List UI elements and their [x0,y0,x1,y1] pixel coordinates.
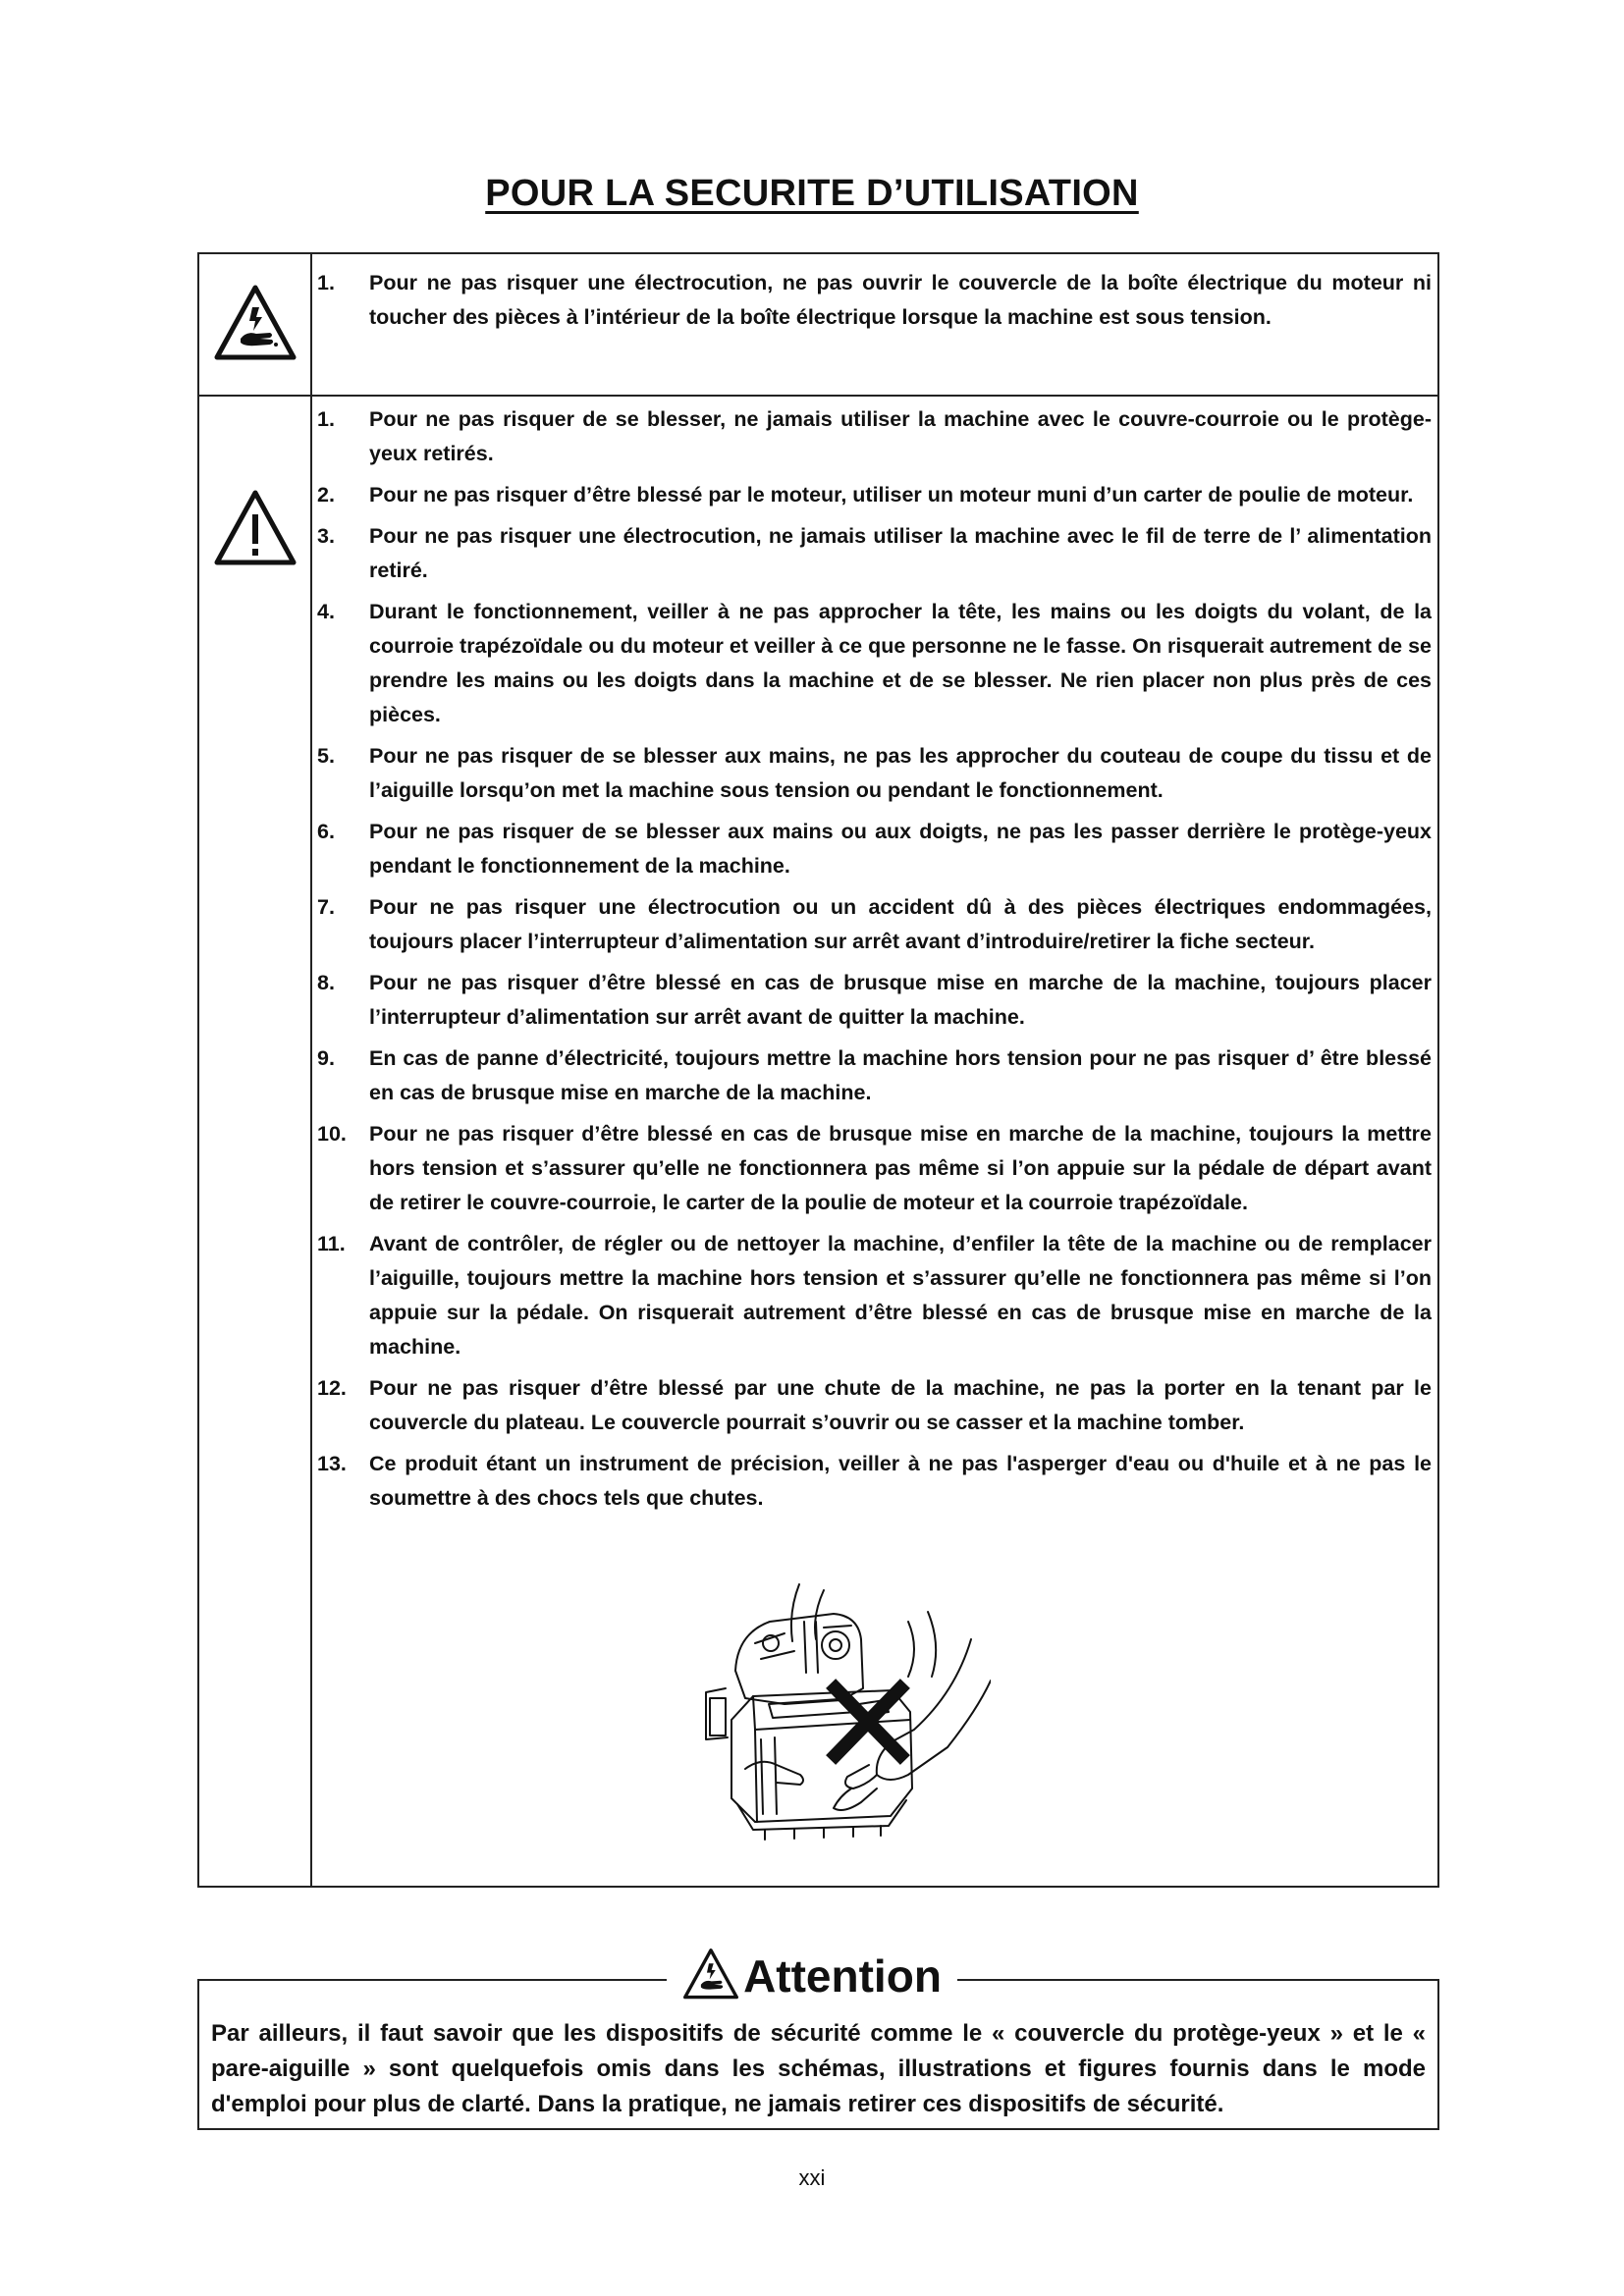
caution-item-1 [317,402,1432,471]
attention-header [0,1947,1624,2005]
item-text: Pour ne pas risquer d’être blessé par le moteur, utiliser un moteur muni d’un carter de poulie de moteur. [369,483,1414,507]
item-number: 5. [317,744,335,768]
item-text: Pour ne pas risquer de se blesser aux mains ou aux doigts, ne pas les passer derrière le protège-yeux pendant le fonctionnement de la machine. [369,820,1432,878]
danger-text-cell [317,266,1432,335]
item-text: Pour ne pas risquer de se blesser aux mains, ne pas les approcher du couteau de coupe du tissu et de l’aiguille lorsqu’on met la machine sous tension ou pendant le fonctionnement. [369,744,1432,802]
item-number: 1. [317,407,335,431]
item-number: 8. [317,971,335,994]
item-text: Avant de contrôler, de régler ou de nettoyer la machine, d’enfiler la tête de la machine ou de remplacer l’aiguille, toujours mettre la machine hors tension et s’assurer qu’elle ne fonctionnera pas même si l’on appuie sur la pédale. On risquerait autrement d’être blessé en cas de brusque mise en marche de la machine. [369,1232,1432,1359]
item-number: 13. [317,1452,347,1475]
warning-exclamation-icon [213,489,298,572]
item-number: 2. [317,483,335,507]
item-number: 12. [317,1376,347,1400]
item-text: Pour ne pas risquer d’être blessé en cas de brusque mise en marche de la machine, toujours placer l’interrupteur d’alimentation sur arrêt avant de quitter la machine. [369,971,1432,1029]
item-number: 6. [317,820,335,843]
caution-icon-cell [199,397,312,1886]
electric-hazard-icon [682,1948,739,2005]
item-number: 11. [317,1232,346,1255]
item-number: 1. [317,271,335,294]
row-divider [199,395,1437,397]
item-number: 9. [317,1046,335,1070]
caution-item-3 [317,519,1432,588]
item-text: En cas de panne d’électricité, toujours mettre la machine hors tension pour ne pas risquer d’ être blessé en cas de brusque mise en marche de la machine. [369,1046,1432,1104]
danger-item [317,266,1432,335]
safety-instructions-table [197,252,1439,1888]
item-text: Pour ne pas risquer une électrocution, ne pas ouvrir le couvercle de la boîte électrique du moteur ni toucher des pièces à l’intérieur de la boîte électrique lorsque la machine est sous tension. [369,271,1432,329]
page-number: xxi [798,2165,826,2190]
danger-icon-cell [199,254,312,397]
item-text: Ce produit étant un instrument de précision, veiller à ne pas l'asperger d'eau ou d'huile et à ne pas le soumettre à des chocs tels que chutes. [369,1452,1432,1510]
caution-item-4 [317,595,1432,732]
item-text: Pour ne pas risquer une électrocution, ne jamais utiliser la machine avec le fil de terre de l’ alimentation retiré. [369,524,1432,582]
item-number: 3. [317,524,335,548]
caution-item-9 [317,1041,1432,1110]
caution-item-11 [317,1227,1432,1364]
item-text: Pour ne pas risquer une électrocution ou un accident dû à des pièces électriques endommagées, toujours placer l’interrupteur d’alimentation sur arrêt avant d’introduire/retirer la fiche secteur. [369,895,1432,953]
electric-hazard-icon [213,284,298,367]
caution-item-10 [317,1117,1432,1220]
attention-title: Attention [743,1950,942,2002]
item-number: 4. [317,600,335,623]
caution-item-13 [317,1447,1432,1516]
caution-item-2 [317,478,1432,512]
attention-text: Par ailleurs, il faut savoir que les dispositifs de sécurité comme le « couvercle du protège-yeux » et le « pare-aiguille » sont quelquefois omis dans les schémas, illustrations et figures fournis dans le mode d'emploi pour plus de clarté. Dans la pratique, ne jamais retirer ces dispositifs de sécurité. [211,2020,1426,2117]
page-title: POUR LA SECURITE D’UTILISATION [485,173,1139,214]
caution-item-5 [317,739,1432,808]
caution-item-8 [317,966,1432,1035]
item-number: 10. [317,1122,347,1146]
item-text: Durant le fonctionnement, veiller à ne pas approcher la tête, les mains ou les doigts du volant, de la courroie trapézoïdale ou du moteur et veiller à ce que personne ne le fasse. On risquerait autrement de se prendre les mains ou les doigts dans la machine et de se blesser. Ne rien placer non plus près de ces pièces. [369,600,1432,726]
item-number: 7. [317,895,335,919]
item-text: Pour ne pas risquer de se blesser, ne jamais utiliser la machine avec le couvre-courroie ou le protège-yeux retirés. [369,407,1432,465]
caution-item-6 [317,815,1432,883]
caution-text-cell [317,402,1432,1522]
caution-item-7 [317,890,1432,959]
machine-carry-illustration [667,1582,991,1857]
item-text: Pour ne pas risquer d’être blessé en cas de brusque mise en marche de la machine, toujours la mettre hors tension et s’assurer qu’elle ne fonctionnera pas même si l’on appuie sur la pédale de départ avant de retirer le couvre-courroie, le carter de la poulie de moteur et la courroie trapézoïdale. [369,1122,1432,1214]
item-text: Pour ne pas risquer d’être blessé par une chute de la machine, ne pas la porter en la tenant par le couvercle du plateau. Le couvercle pourrait s’ouvrir ou se casser et la machine tomber. [369,1376,1432,1434]
caution-item-12 [317,1371,1432,1440]
